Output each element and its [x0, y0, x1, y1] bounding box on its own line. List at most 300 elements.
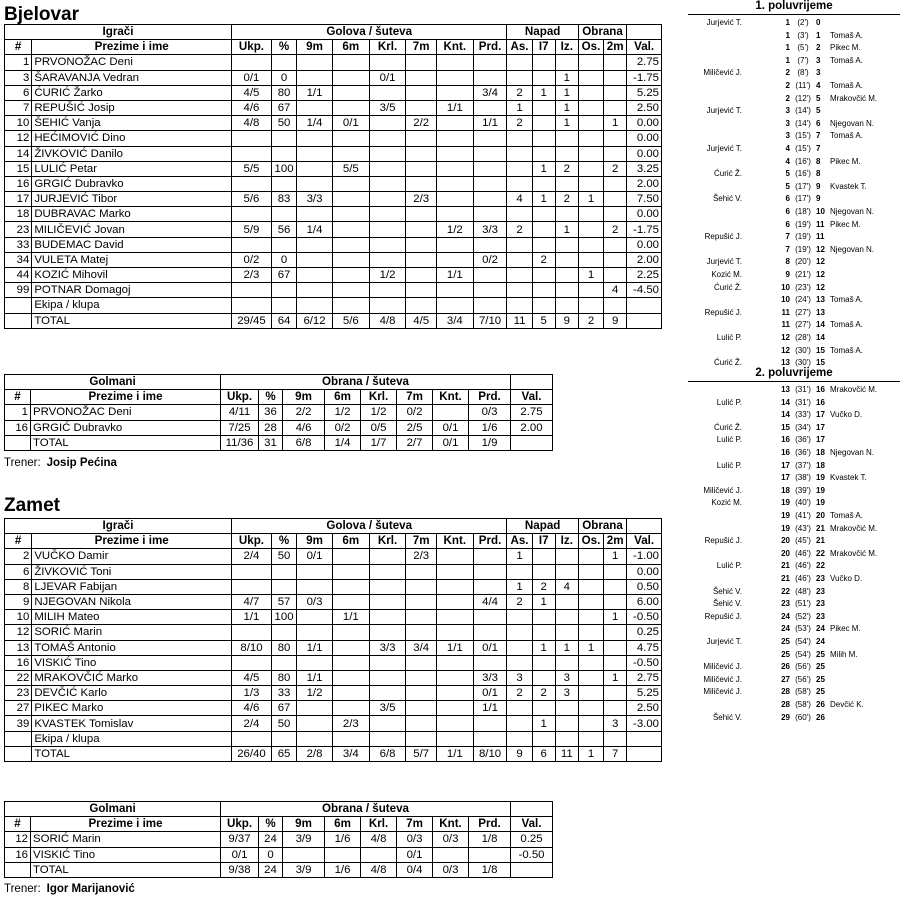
player-number: 17	[5, 192, 32, 207]
stat-m9	[297, 625, 333, 640]
gk-stat-m7: 0/3	[397, 832, 433, 847]
group-header-row	[5, 25, 662, 40]
goal-event	[688, 156, 900, 168]
stat-ukp	[232, 207, 272, 222]
stat-m2	[604, 192, 627, 207]
player-row	[5, 610, 662, 625]
column-header-knt: Knt.	[436, 534, 473, 549]
stat-m6	[332, 100, 369, 115]
stat-m7	[406, 594, 436, 609]
home-score: 6	[785, 219, 790, 229]
group-header: Igrači	[5, 519, 232, 534]
stat-m7	[406, 625, 436, 640]
player-name: NJEGOVAN Nikola	[32, 594, 232, 609]
bench-row	[5, 731, 662, 746]
stat-os	[578, 55, 603, 70]
home-score: 15	[781, 422, 790, 432]
stat-krl	[369, 670, 406, 685]
away-score: 10	[816, 207, 825, 216]
home-scorer: Jurjević T.	[706, 637, 742, 646]
stat-krl	[369, 610, 406, 625]
total-m7: 5/7	[406, 746, 436, 761]
group-header-row	[5, 519, 662, 534]
stat-prd	[473, 283, 507, 298]
stat-krl	[369, 192, 406, 207]
stat-m7: 2/2	[406, 116, 436, 131]
stat-krl	[369, 131, 406, 146]
total-knt: 1/1	[436, 746, 473, 761]
away-score: 9	[816, 194, 821, 204]
total-os: 2	[578, 313, 603, 328]
goalkeepers-table	[4, 374, 553, 451]
stat-val: 0.50	[627, 579, 662, 594]
gk-stat-knt: 0/1	[433, 420, 469, 435]
total-m2: 9	[604, 313, 627, 328]
stat-os	[578, 85, 603, 100]
stat-as	[507, 564, 532, 579]
away-score: 12	[816, 244, 825, 254]
player-row	[5, 176, 662, 191]
column-header-knt: Knt.	[433, 817, 469, 832]
total-knt: 3/4	[436, 313, 473, 328]
stat-prd	[473, 207, 507, 222]
home-score: 21	[781, 574, 790, 583]
blank-cell	[5, 298, 32, 313]
stat-m9: 1/1	[297, 670, 333, 685]
player-name: ŠARAVANJA Vedran	[32, 70, 232, 85]
blank-cell	[578, 298, 603, 313]
player-name: ŠEHIĆ Vanja	[32, 116, 232, 131]
stat-m7	[406, 252, 436, 267]
column-header-m7: 7m	[406, 40, 436, 55]
stat-as	[507, 161, 532, 176]
blank-cell	[406, 298, 436, 313]
stat-ukp: 4/5	[232, 670, 272, 685]
stat-knt	[436, 70, 473, 85]
away-score: 3	[816, 55, 821, 65]
group-header: Napad	[507, 519, 578, 534]
stat-krl	[369, 579, 406, 594]
stat-m9	[297, 252, 333, 267]
home-score: 6	[785, 207, 790, 216]
away-score: 19	[816, 473, 825, 483]
stat-i7: 1	[532, 594, 555, 609]
home-scorer: Jurjević T.	[706, 106, 742, 116]
home-score: 17	[781, 473, 790, 483]
column-header-knt: Knt.	[436, 40, 473, 55]
coach-label: Trener:	[4, 457, 41, 469]
stat-m6	[332, 283, 369, 298]
stat-m2	[604, 594, 627, 609]
stat-knt	[436, 610, 473, 625]
stat-ukp	[232, 146, 272, 161]
stat-i7	[532, 131, 555, 146]
stat-os	[578, 207, 603, 222]
goal-minute: (46')	[795, 548, 811, 558]
home-score: 1	[785, 18, 790, 27]
goal-minute: (27')	[795, 320, 811, 330]
blank-cell	[507, 298, 532, 313]
goal-minute: (58')	[795, 700, 811, 709]
stat-m6	[332, 579, 369, 594]
stat-prd	[473, 161, 507, 176]
stat-val: -0.50	[627, 655, 662, 670]
player-row	[5, 192, 662, 207]
stat-val: 0.00	[627, 207, 662, 222]
stat-prd	[473, 192, 507, 207]
player-number: 39	[5, 716, 32, 731]
stat-os	[578, 594, 603, 609]
away-scorer: Tomaš A.	[830, 295, 863, 305]
stat-m7	[406, 146, 436, 161]
stat-ukp	[232, 131, 272, 146]
away-score: 23	[816, 586, 825, 596]
player-number: 6	[5, 564, 32, 579]
stat-i7	[532, 625, 555, 640]
player-name: PRVONOŽAC Deni	[32, 55, 232, 70]
column-header-ukp: Ukp.	[221, 817, 259, 832]
goal-minute: (20')	[795, 257, 811, 267]
player-row	[5, 701, 662, 716]
stat-krl	[369, 594, 406, 609]
stat-knt	[436, 686, 473, 701]
player-name: PIKEC Marko	[32, 701, 232, 716]
away-score: 5	[816, 106, 821, 116]
stat-ukp: 2/4	[232, 716, 272, 731]
away-score: 9	[816, 181, 821, 191]
stat-knt	[436, 161, 473, 176]
goal-event	[688, 598, 900, 610]
player-row	[5, 549, 662, 564]
group-header: Obrana	[578, 25, 626, 40]
blank-cell	[5, 731, 32, 746]
players-table	[4, 24, 662, 329]
gk-stat-ukp: 4/11	[221, 405, 259, 420]
stat-m6	[332, 655, 369, 670]
goal-minute: (17')	[795, 194, 811, 204]
away-scorer: Pikec M.	[830, 624, 861, 634]
home-scorer: Lulić P.	[716, 561, 742, 571]
stat-as	[507, 176, 532, 191]
home-score: 28	[781, 700, 790, 709]
goalkeeper-number: 16	[5, 847, 31, 862]
away-scorer: Njegovan N.	[830, 448, 875, 457]
stat-m9	[297, 100, 333, 115]
away-scorer: Pikec M.	[830, 156, 861, 166]
stat-i7	[532, 55, 555, 70]
goal-minute: (56')	[795, 674, 811, 684]
home-scorer: Kozić M.	[711, 270, 742, 279]
goal-event	[688, 649, 900, 661]
player-number: 14	[5, 146, 32, 161]
total-prd: 7/10	[473, 313, 507, 328]
stat-m6	[332, 192, 369, 207]
gk-stat-krl: 4/8	[361, 832, 397, 847]
goal-event	[688, 548, 900, 560]
stat-pct	[271, 655, 296, 670]
stat-m6	[332, 237, 369, 252]
away-score: 17	[816, 410, 825, 420]
stat-m6	[332, 222, 369, 237]
stat-m9	[297, 131, 333, 146]
stat-pct: 56	[271, 222, 296, 237]
stat-ukp: 4/8	[232, 116, 272, 131]
away-scorer: Njegovan N.	[830, 244, 875, 254]
stat-ukp	[232, 237, 272, 252]
column-header-m9: 9m	[297, 40, 333, 55]
home-score: 11	[781, 307, 790, 317]
stat-os	[578, 161, 603, 176]
goal-event	[688, 497, 900, 509]
stat-m7	[406, 131, 436, 146]
stat-ukp	[232, 564, 272, 579]
player-name: VULETA Matej	[32, 252, 232, 267]
goalkeeper-row	[5, 847, 553, 862]
stat-val: 0.00	[627, 131, 662, 146]
player-row	[5, 70, 662, 85]
player-name: TOMAŠ Antonio	[32, 640, 232, 655]
stat-knt	[436, 146, 473, 161]
player-name: POTNAR Domagoj	[32, 283, 232, 298]
away-score: 26	[816, 700, 825, 709]
home-scorer: Jurjević T.	[706, 257, 742, 267]
column-header-m9: 9m	[297, 534, 333, 549]
blank-cell	[627, 313, 662, 328]
stat-m9: 0/3	[297, 594, 333, 609]
stat-m2	[604, 70, 627, 85]
stat-ukp: 5/6	[232, 192, 272, 207]
stat-val: 3.25	[627, 161, 662, 176]
blank-cell	[627, 746, 662, 761]
stat-m7	[406, 176, 436, 191]
gk-total-m6: 1/4	[325, 435, 361, 450]
stat-ukp: 4/7	[232, 594, 272, 609]
gk-total-ukp: 9/38	[221, 862, 259, 877]
home-scorer: Repušić J.	[704, 307, 742, 317]
player-number: 34	[5, 252, 32, 267]
goal-minute: (54')	[795, 649, 811, 659]
goal-minute: (18')	[795, 207, 811, 216]
stat-os	[578, 237, 603, 252]
home-score: 4	[785, 156, 790, 166]
stat-ukp: 1/1	[232, 610, 272, 625]
gk-stat-val: 0.25	[511, 832, 553, 847]
column-header-name: Prezime i ime	[32, 534, 232, 549]
stat-as: 1	[507, 100, 532, 115]
home-scorer: Repušić J.	[704, 232, 742, 242]
goal-minute: (54')	[795, 637, 811, 646]
total-pct: 65	[271, 746, 296, 761]
column-header-m6: 6m	[332, 40, 369, 55]
home-scorer: Šehić V.	[712, 599, 742, 609]
stat-m6	[332, 564, 369, 579]
coach-name: Josip Pećina	[46, 457, 117, 469]
stat-pct	[271, 131, 296, 146]
stat-prd: 4/4	[473, 594, 507, 609]
gk-stat-m7: 0/1	[397, 847, 433, 862]
half-divider	[688, 14, 900, 15]
gk-group-header-row	[5, 375, 553, 390]
stat-krl	[369, 625, 406, 640]
goalkeeper-row	[5, 832, 553, 847]
gk-total-ukp: 11/36	[221, 435, 259, 450]
player-number: 6	[5, 85, 32, 100]
stat-val: -1.75	[627, 70, 662, 85]
home-scorer: Lulić P.	[716, 435, 742, 445]
goalkeeper-row	[5, 405, 553, 420]
player-number: 3	[5, 70, 32, 85]
goal-minute: (60')	[795, 712, 811, 722]
goal-event	[688, 219, 900, 231]
goal-minute: (36')	[795, 448, 811, 457]
gk-stat-ukp: 9/37	[221, 832, 259, 847]
player-name: GRGIĆ Dubravko	[32, 176, 232, 191]
stat-m6	[332, 252, 369, 267]
half-divider	[688, 381, 900, 382]
gk-stat-prd: 1/8	[469, 832, 511, 847]
column-header-ukp: Ukp.	[232, 534, 272, 549]
column-header-name: Prezime i ime	[31, 817, 221, 832]
away-score: 11	[816, 232, 825, 242]
away-scorer: Tomaš A.	[830, 511, 863, 520]
stat-prd: 0/1	[473, 640, 507, 655]
stat-iz	[555, 549, 578, 564]
stat-m2	[604, 176, 627, 191]
stat-iz: 1	[555, 85, 578, 100]
stat-krl	[369, 161, 406, 176]
total-krl: 4/8	[369, 313, 406, 328]
stat-knt	[436, 207, 473, 222]
stat-val: 7.50	[627, 192, 662, 207]
home-scorer: Repušić J.	[704, 536, 742, 546]
goal-event	[688, 105, 900, 117]
player-number: 33	[5, 237, 32, 252]
stat-os: 1	[578, 640, 603, 655]
blank-cell	[332, 298, 369, 313]
stat-ukp	[232, 55, 272, 70]
stat-as: 2	[507, 85, 532, 100]
stat-m9: 1/4	[297, 222, 333, 237]
stat-m7	[406, 610, 436, 625]
away-scorer: Mrakovčić M.	[830, 93, 878, 103]
stat-iz: 1	[555, 640, 578, 655]
stat-os	[578, 670, 603, 685]
home-score: 5	[785, 169, 790, 179]
stat-os	[578, 579, 603, 594]
stat-val: -1.00	[627, 549, 662, 564]
stat-prd	[473, 549, 507, 564]
total-row	[5, 313, 662, 328]
total-as: 11	[507, 313, 532, 328]
column-header-pct: %	[271, 40, 296, 55]
stat-iz	[555, 252, 578, 267]
stat-os	[578, 70, 603, 85]
goal-event	[688, 523, 900, 535]
goal-minute: (16')	[795, 169, 811, 179]
goal-event	[688, 206, 900, 218]
stat-m2	[604, 55, 627, 70]
stat-m2: 2	[604, 222, 627, 237]
group-header: Golova / šuteva	[232, 519, 507, 534]
stat-as	[507, 70, 532, 85]
stat-as: 1	[507, 579, 532, 594]
goal-event	[688, 409, 900, 421]
stat-val: 0.00	[627, 116, 662, 131]
away-score: 4	[816, 81, 821, 90]
total-os: 1	[578, 746, 603, 761]
gk-total-row	[5, 435, 553, 450]
player-row	[5, 100, 662, 115]
stat-prd	[473, 146, 507, 161]
column-header-num: #	[5, 534, 32, 549]
stat-ukp	[232, 176, 272, 191]
stat-knt	[436, 549, 473, 564]
stat-pct	[271, 625, 296, 640]
column-header-krl: Krl.	[361, 817, 397, 832]
stat-os	[578, 176, 603, 191]
column-header-m6: 6m	[325, 390, 361, 405]
away-scorer: Tomaš A.	[830, 81, 863, 90]
blank-cell	[369, 298, 406, 313]
goal-minute: (51')	[795, 599, 811, 609]
goal-minute: (41')	[795, 511, 811, 520]
home-score: 27	[781, 674, 790, 684]
away-scorer: Pikec M.	[830, 43, 861, 53]
goal-event	[688, 143, 900, 155]
stat-i7	[532, 116, 555, 131]
stat-krl	[369, 549, 406, 564]
home-score: 8	[785, 257, 790, 267]
gk-total-m6: 1/6	[325, 862, 361, 877]
stat-i7	[532, 701, 555, 716]
home-score: 2	[785, 93, 790, 103]
stat-m2: 4	[604, 283, 627, 298]
column-header-ukp: Ukp.	[221, 390, 259, 405]
stat-os: 1	[578, 192, 603, 207]
stat-i7	[532, 237, 555, 252]
stat-m7	[406, 268, 436, 283]
player-row	[5, 268, 662, 283]
stat-m2: 1	[604, 610, 627, 625]
stat-i7	[532, 670, 555, 685]
stat-m2	[604, 146, 627, 161]
home-score: 3	[785, 118, 790, 128]
stat-os	[578, 610, 603, 625]
stat-i7: 2	[532, 579, 555, 594]
total-i7: 6	[532, 746, 555, 761]
group-header: Igrači	[5, 25, 232, 40]
column-header-name: Prezime i ime	[31, 390, 221, 405]
goal-event	[688, 231, 900, 243]
home-score: 13	[781, 358, 790, 368]
stat-os	[578, 716, 603, 731]
away-scorer: Tomaš A.	[830, 345, 863, 355]
stat-prd	[473, 610, 507, 625]
home-scorer: Lulić P.	[716, 333, 742, 342]
stat-ukp: 8/10	[232, 640, 272, 655]
away-scorer: Njegovan N.	[830, 118, 875, 128]
stat-os	[578, 655, 603, 670]
stat-iz	[555, 55, 578, 70]
player-number: 27	[5, 701, 32, 716]
away-score: 1	[816, 30, 821, 40]
stat-iz	[555, 176, 578, 191]
stat-knt: 1/1	[436, 268, 473, 283]
player-number: 44	[5, 268, 32, 283]
gk-group-header-row	[5, 802, 553, 817]
stat-as	[507, 237, 532, 252]
group-header	[511, 802, 553, 817]
